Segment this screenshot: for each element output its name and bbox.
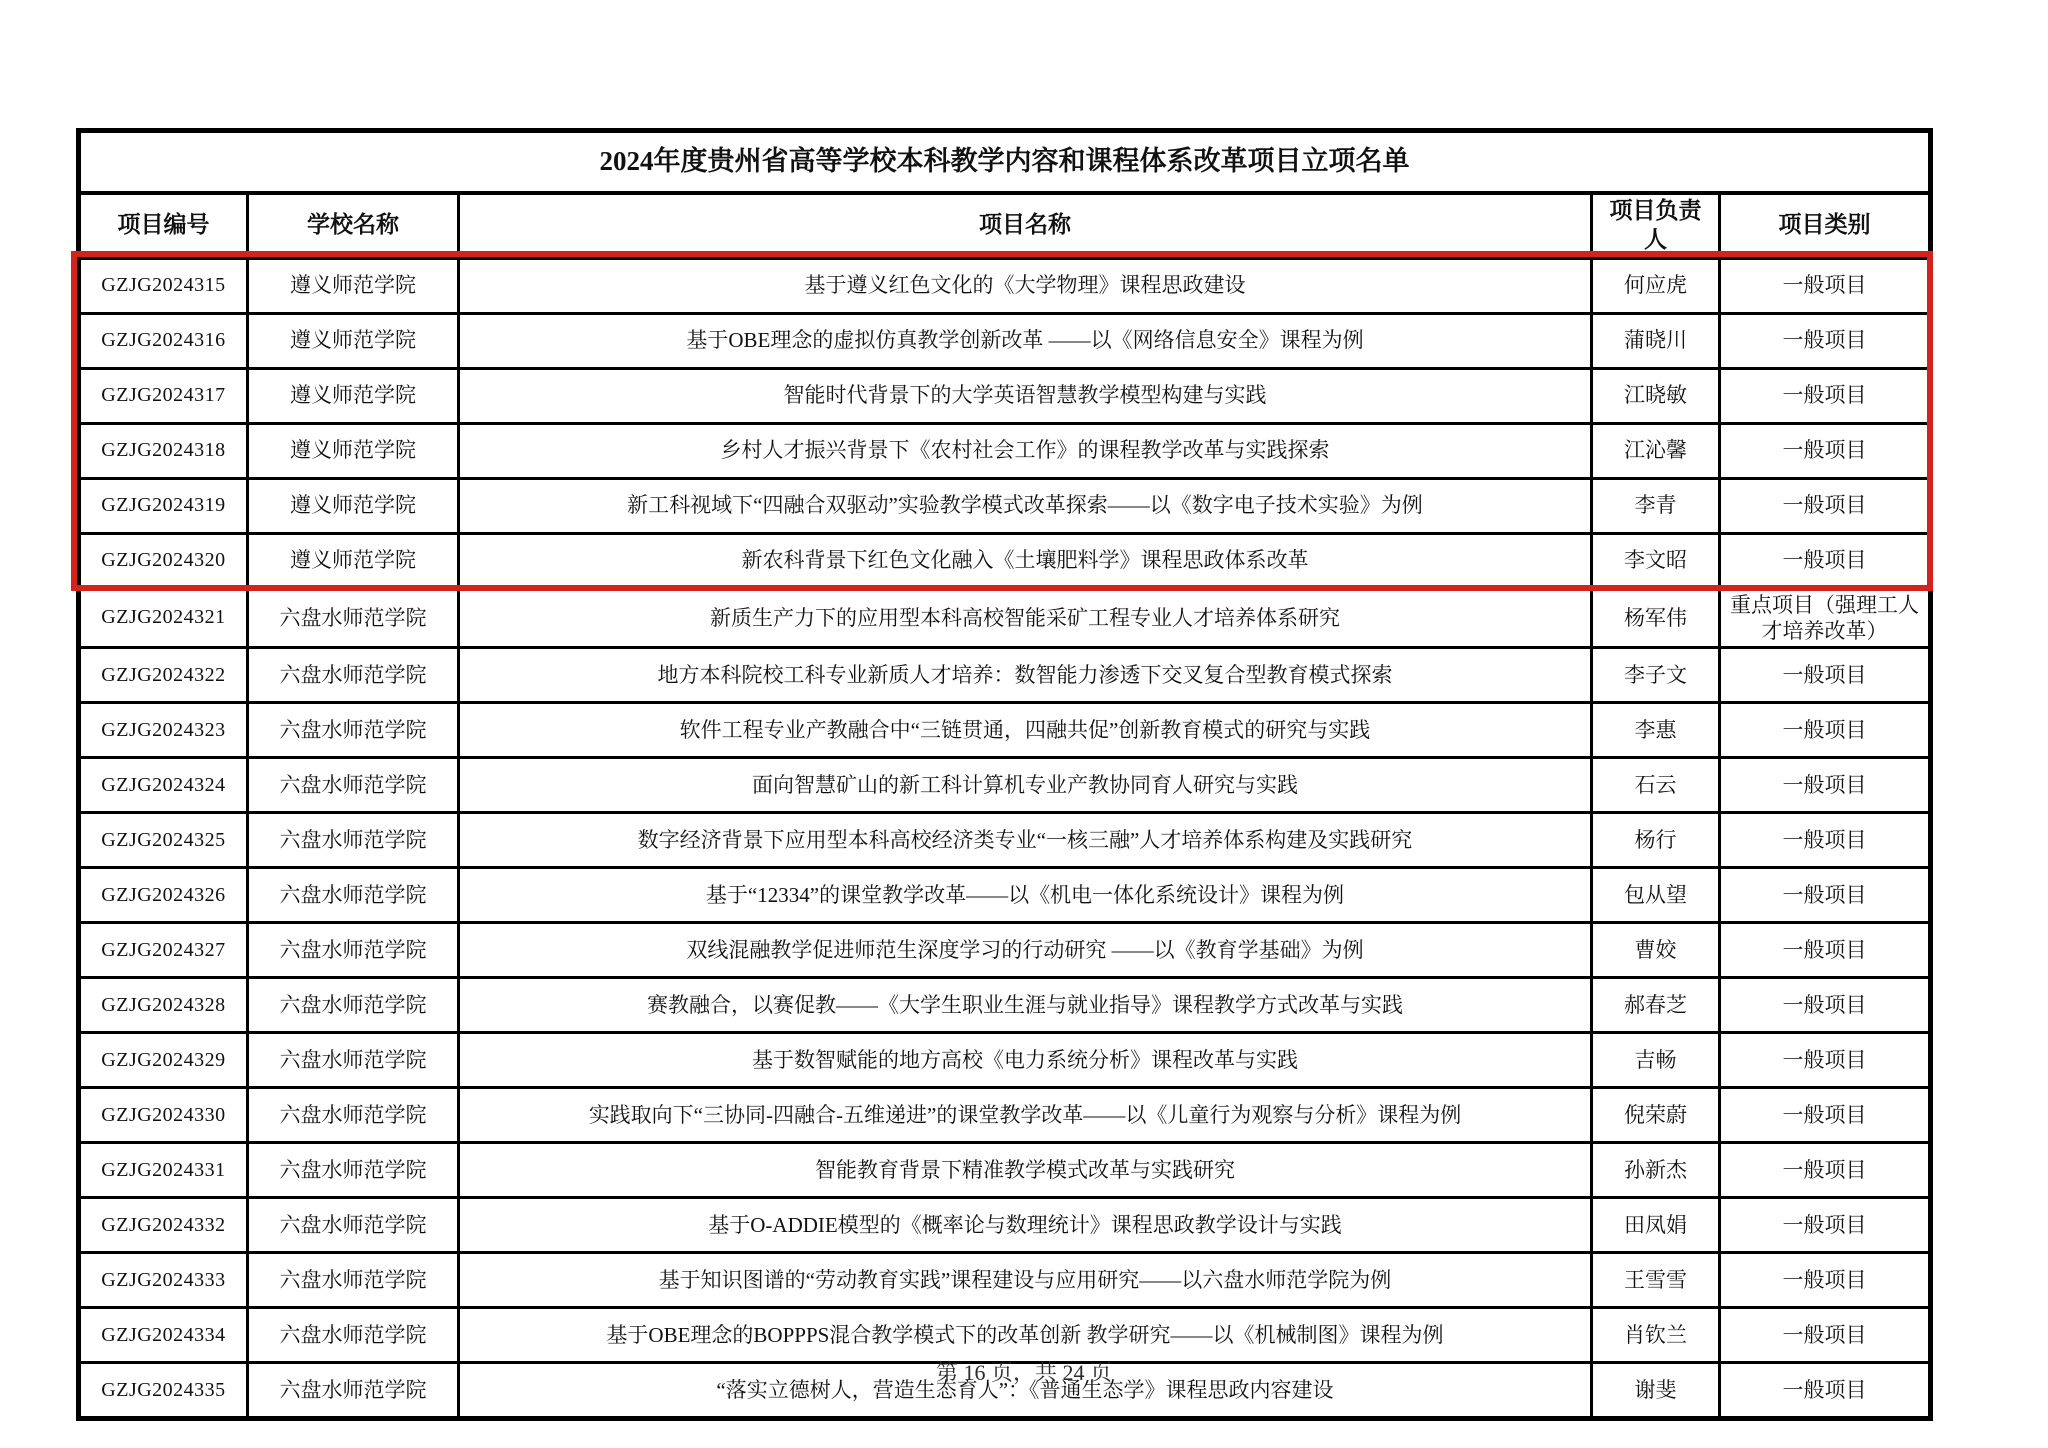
column-header-category: 项目类别 (1720, 193, 1931, 258)
school-name-cell: 六盘水师范学院 (248, 1198, 459, 1253)
project-id-cell: GZJG2024334 (79, 1308, 248, 1363)
category-cell: 重点项目（强理工人才培养改革） (1720, 588, 1931, 648)
leader-cell: 杨行 (1592, 813, 1720, 868)
table-row (79, 1198, 1931, 1253)
table-row (79, 978, 1931, 1033)
table-row (79, 368, 1931, 423)
table-row (79, 703, 1931, 758)
table-row (79, 423, 1931, 478)
project-name-cell: 软件工程专业产教融合中“三链贯通，四融共促”创新教育模式的研究与实践 (459, 703, 1592, 758)
school-name-cell: 六盘水师范学院 (248, 1143, 459, 1198)
table-row (79, 813, 1931, 868)
category-cell: 一般项目 (1720, 1088, 1931, 1143)
project-id-cell: GZJG2024329 (79, 1033, 248, 1088)
title-row (79, 131, 1931, 194)
category-cell: 一般项目 (1720, 923, 1931, 978)
project-name-cell: 新农科背景下红色文化融入《土壤肥料学》课程思政体系改革 (459, 533, 1592, 588)
project-name-cell: 基于O-ADDIE模型的《概率论与数理统计》课程思政教学设计与实践 (459, 1198, 1592, 1253)
category-cell: 一般项目 (1720, 1198, 1931, 1253)
leader-cell: 石云 (1592, 758, 1720, 813)
project-id-cell: GZJG2024324 (79, 758, 248, 813)
leader-cell: 包从望 (1592, 868, 1720, 923)
project-id-cell: GZJG2024327 (79, 923, 248, 978)
project-name-cell: 智能时代背景下的大学英语智慧教学模型构建与实践 (459, 368, 1592, 423)
school-name-cell: 遵义师范学院 (248, 258, 459, 313)
leader-cell: 倪荣蔚 (1592, 1088, 1720, 1143)
project-name-cell: 智能教育背景下精准教学模式改革与实践研究 (459, 1143, 1592, 1198)
leader-cell: 李子文 (1592, 648, 1720, 703)
table-row (79, 1143, 1931, 1198)
column-header-leader: 项目负责人 (1592, 193, 1720, 258)
page-footer: 第 16 页，共 24 页 (935, 1360, 1112, 1385)
table-row (79, 758, 1931, 813)
table-row (79, 478, 1931, 533)
project-id-cell: GZJG2024322 (79, 648, 248, 703)
category-cell: 一般项目 (1720, 648, 1931, 703)
table-row (79, 533, 1931, 588)
project-id-cell: GZJG2024316 (79, 313, 248, 368)
project-table (76, 128, 1933, 1421)
leader-cell: 江晓敏 (1592, 368, 1720, 423)
project-name-cell: 基于数智赋能的地方高校《电力系统分析》课程改革与实践 (459, 1033, 1592, 1088)
table-row (79, 1088, 1931, 1143)
table-row (79, 1033, 1931, 1088)
category-cell: 一般项目 (1720, 978, 1931, 1033)
school-name-cell: 遵义师范学院 (248, 313, 459, 368)
table-row (79, 313, 1931, 368)
project-name-cell: 基于OBE理念的虚拟仿真教学创新改革 ——以《网络信息安全》课程为例 (459, 313, 1592, 368)
table-body (79, 258, 1931, 1419)
table-row (79, 1308, 1931, 1363)
school-name-cell: 六盘水师范学院 (248, 1088, 459, 1143)
table-row (79, 923, 1931, 978)
leader-cell: 江沁馨 (1592, 423, 1720, 478)
table-row (79, 868, 1931, 923)
column-header-project-id: 项目编号 (79, 193, 248, 258)
category-cell: 一般项目 (1720, 368, 1931, 423)
leader-cell: 蒲晓川 (1592, 313, 1720, 368)
column-header-school-name: 学校名称 (248, 193, 459, 258)
project-id-cell: GZJG2024330 (79, 1088, 248, 1143)
document-title: 2024年度贵州省高等学校本科教学内容和课程体系改革项目立项名单 (79, 131, 1931, 194)
project-id-cell: GZJG2024318 (79, 423, 248, 478)
table-row (79, 588, 1931, 648)
school-name-cell: 六盘水师范学院 (248, 1363, 459, 1419)
leader-cell: 李惠 (1592, 703, 1720, 758)
category-cell: 一般项目 (1720, 758, 1931, 813)
category-cell: 一般项目 (1720, 1033, 1931, 1088)
project-name-cell: 赛教融合，以赛促教——《大学生职业生涯与就业指导》课程教学方式改革与实践 (459, 978, 1592, 1033)
school-name-cell: 六盘水师范学院 (248, 1308, 459, 1363)
leader-cell: 李青 (1592, 478, 1720, 533)
project-name-cell: 地方本科院校工科专业新质人才培养：数智能力渗透下交叉复合型教育模式探索 (459, 648, 1592, 703)
leader-cell: 李文昭 (1592, 533, 1720, 588)
project-name-cell: 数字经济背景下应用型本科高校经济类专业“一核三融”人才培养体系构建及实践研究 (459, 813, 1592, 868)
category-cell: 一般项目 (1720, 813, 1931, 868)
category-cell: 一般项目 (1720, 478, 1931, 533)
school-name-cell: 六盘水师范学院 (248, 868, 459, 923)
project-table-wrapper (76, 128, 1928, 1421)
project-name-cell: 基于知识图谱的“劳动教育实践”课程建设与应用研究——以六盘水师范学院为例 (459, 1253, 1592, 1308)
project-id-cell: GZJG2024335 (79, 1363, 248, 1419)
leader-cell: 谢斐 (1592, 1363, 1720, 1419)
project-name-cell: 乡村人才振兴背景下《农村社会工作》的课程教学改革与实践探索 (459, 423, 1592, 478)
project-name-cell: “落实立德树人，营造生态育人”：《普通生态学》课程思政内容建设 (459, 1363, 1592, 1419)
project-id-cell: GZJG2024321 (79, 588, 248, 648)
leader-cell: 田凤娟 (1592, 1198, 1720, 1253)
school-name-cell: 遵义师范学院 (248, 423, 459, 478)
table-row (79, 1253, 1931, 1308)
school-name-cell: 六盘水师范学院 (248, 588, 459, 648)
project-name-cell: 新质生产力下的应用型本科高校智能采矿工程专业人才培养体系研究 (459, 588, 1592, 648)
school-name-cell: 遵义师范学院 (248, 368, 459, 423)
leader-cell: 王雪雪 (1592, 1253, 1720, 1308)
leader-cell: 吉畅 (1592, 1033, 1720, 1088)
header-row (79, 193, 1931, 258)
school-name-cell: 六盘水师范学院 (248, 648, 459, 703)
leader-cell: 何应虎 (1592, 258, 1720, 313)
table-row (79, 648, 1931, 703)
project-id-cell: GZJG2024328 (79, 978, 248, 1033)
school-name-cell: 遵义师范学院 (248, 533, 459, 588)
school-name-cell: 六盘水师范学院 (248, 978, 459, 1033)
project-name-cell: 基于遵义红色文化的《大学物理》课程思政建设 (459, 258, 1592, 313)
school-name-cell: 六盘水师范学院 (248, 1033, 459, 1088)
project-id-cell: GZJG2024315 (79, 258, 248, 313)
school-name-cell: 六盘水师范学院 (248, 1253, 459, 1308)
leader-cell: 郝春芝 (1592, 978, 1720, 1033)
project-name-cell: 实践取向下“三协同-四融合-五维递进”的课堂教学改革——以《儿童行为观察与分析》课程为例 (459, 1088, 1592, 1143)
column-header-project-name: 项目名称 (459, 193, 1592, 258)
project-id-cell: GZJG2024326 (79, 868, 248, 923)
project-id-cell: GZJG2024323 (79, 703, 248, 758)
category-cell: 一般项目 (1720, 533, 1931, 588)
project-name-cell: 新工科视域下“四融合双驱动”实验教学模式改革探索——以《数字电子技术实验》为例 (459, 478, 1592, 533)
category-cell: 一般项目 (1720, 703, 1931, 758)
project-name-cell: 基于“12334”的课堂教学改革——以《机电一体化系统设计》课程为例 (459, 868, 1592, 923)
project-name-cell: 面向智慧矿山的新工科计算机专业产教协同育人研究与实践 (459, 758, 1592, 813)
category-cell: 一般项目 (1720, 1308, 1931, 1363)
project-id-cell: GZJG2024333 (79, 1253, 248, 1308)
category-cell: 一般项目 (1720, 1143, 1931, 1198)
school-name-cell: 六盘水师范学院 (248, 813, 459, 868)
school-name-cell: 六盘水师范学院 (248, 923, 459, 978)
category-cell: 一般项目 (1720, 423, 1931, 478)
project-name-cell: 基于OBE理念的BOPPPS混合教学模式下的改革创新 教学研究——以《机械制图》课程为例 (459, 1308, 1592, 1363)
category-cell: 一般项目 (1720, 868, 1931, 923)
leader-cell: 孙新杰 (1592, 1143, 1720, 1198)
project-id-cell: GZJG2024320 (79, 533, 248, 588)
project-id-cell: GZJG2024332 (79, 1198, 248, 1253)
leader-cell: 杨军伟 (1592, 588, 1720, 648)
project-id-cell: GZJG2024331 (79, 1143, 248, 1198)
category-cell: 一般项目 (1720, 313, 1931, 368)
school-name-cell: 遵义师范学院 (248, 478, 459, 533)
category-cell: 一般项目 (1720, 1363, 1931, 1419)
category-cell: 一般项目 (1720, 1253, 1931, 1308)
project-id-cell: GZJG2024325 (79, 813, 248, 868)
school-name-cell: 六盘水师范学院 (248, 758, 459, 813)
project-name-cell: 双线混融教学促进师范生深度学习的行动研究 ——以《教育学基础》为例 (459, 923, 1592, 978)
leader-cell: 肖钦兰 (1592, 1308, 1720, 1363)
project-id-cell: GZJG2024319 (79, 478, 248, 533)
school-name-cell: 六盘水师范学院 (248, 703, 459, 758)
table-row (79, 258, 1931, 313)
category-cell: 一般项目 (1720, 258, 1931, 313)
leader-cell: 曹姣 (1592, 923, 1720, 978)
project-id-cell: GZJG2024317 (79, 368, 248, 423)
